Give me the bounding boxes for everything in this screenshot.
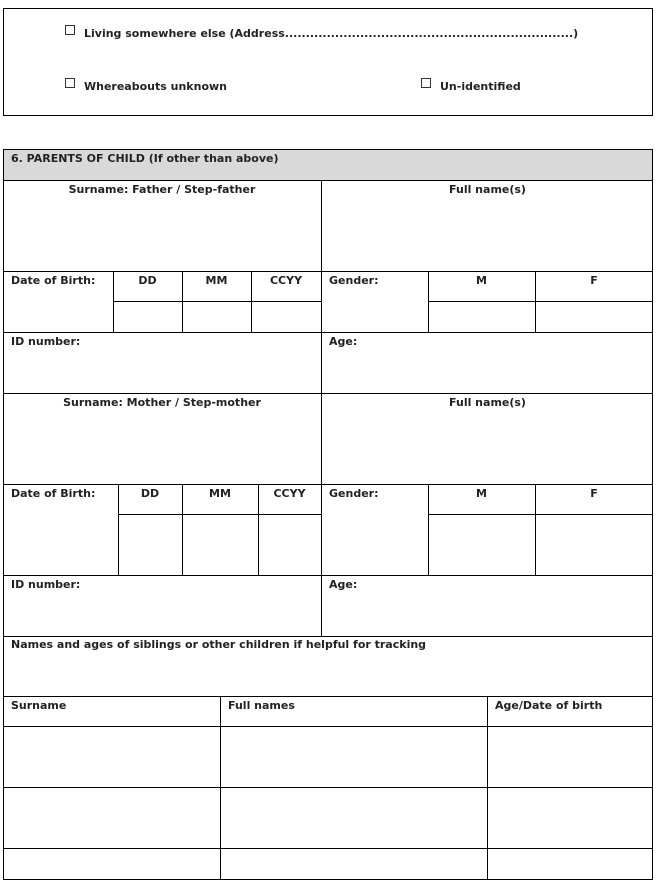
father-id-field[interactable]	[4, 349, 320, 392]
sibling-row-1-fullnames[interactable]	[221, 727, 486, 786]
father-dob-label: Date of Birth:	[11, 274, 96, 287]
father-surname-field[interactable]	[4, 197, 320, 270]
father-dd-label: DD	[138, 274, 157, 287]
checkbox-living-elsewhere[interactable]	[65, 25, 75, 35]
mother-fullname-field[interactable]	[323, 410, 652, 483]
father-gender-m-field[interactable]	[429, 302, 534, 331]
siblings-label: Names and ages of siblings or other children if helpful for tracking	[11, 638, 427, 651]
status-options-box	[3, 8, 653, 116]
sibling-row-1-surname[interactable]	[4, 727, 219, 786]
father-dd-field[interactable]	[114, 302, 181, 331]
father-ccyy-label: CCYY	[269, 274, 303, 287]
sibling-row-1-age[interactable]	[488, 727, 652, 786]
mother-ccyy-label: CCYY	[273, 487, 306, 500]
row-line	[3, 484, 653, 485]
row-line	[3, 393, 653, 394]
father-gender-f-label: F	[590, 274, 598, 287]
col-header-age-dob: Age/Date of birth	[495, 699, 603, 712]
label-living-elsewhere: Living somewhere else (Address.....................................................................)	[84, 27, 579, 40]
mother-id-field[interactable]	[4, 592, 320, 635]
sibling-row-2-age[interactable]	[488, 788, 652, 847]
mother-fullname-label: Full name(s)	[449, 396, 526, 409]
father-fullname-field[interactable]	[323, 197, 652, 270]
sibling-row-3-age[interactable]	[488, 849, 652, 879]
row-line	[3, 180, 653, 181]
father-surname-label: Surname: Father / Step-father	[68, 183, 256, 196]
mother-dd-field[interactable]	[119, 515, 181, 574]
father-mm-field[interactable]	[183, 302, 250, 331]
father-mm-label: MM	[205, 274, 228, 287]
siblings-notes-field[interactable]	[4, 652, 652, 695]
mother-dd-label: DD	[140, 487, 160, 500]
checkbox-whereabouts-unknown[interactable]	[65, 78, 75, 88]
row-line	[3, 575, 653, 576]
father-age-label: Age:	[329, 335, 358, 348]
father-fullname-label: Full name(s)	[449, 183, 526, 196]
mother-surname-label: Surname: Mother / Step-mother	[63, 396, 261, 409]
sibling-row-3-surname[interactable]	[4, 849, 219, 879]
mother-surname-field[interactable]	[4, 410, 320, 483]
mother-dob-label: Date of Birth:	[11, 487, 96, 500]
mother-gender-f-field[interactable]	[536, 515, 652, 574]
row-line	[3, 696, 653, 697]
father-ccyy-field[interactable]	[252, 302, 320, 331]
section-heading: 6. PARENTS OF CHILD (If other than above)	[11, 152, 279, 165]
mother-gender-f-label: F	[590, 487, 598, 500]
row-line	[3, 271, 653, 272]
mother-id-label: ID number:	[11, 578, 81, 591]
col-header-surname: Surname	[11, 699, 67, 712]
sibling-row-2-surname[interactable]	[4, 788, 219, 847]
mother-gender-label: Gender:	[329, 487, 379, 500]
father-age-field[interactable]	[323, 349, 652, 392]
mother-gender-m-label: M	[476, 487, 487, 500]
label-whereabouts-unknown: Whereabouts unknown	[84, 80, 227, 93]
mother-mm-field[interactable]	[183, 515, 257, 574]
father-gender-m-label: M	[476, 274, 487, 287]
father-gender-label: Gender:	[329, 274, 379, 287]
mother-ccyy-field[interactable]	[259, 515, 320, 574]
checkbox-unidentified[interactable]	[421, 78, 431, 88]
col-header-full-names: Full names	[228, 699, 295, 712]
mother-mm-label: MM	[209, 487, 231, 500]
mother-age-label: Age:	[329, 578, 358, 591]
mother-age-field[interactable]	[323, 592, 652, 635]
father-id-label: ID number:	[11, 335, 81, 348]
label-unidentified: Un-identified	[440, 80, 521, 93]
row-line	[3, 636, 653, 637]
sibling-row-2-fullnames[interactable]	[221, 788, 486, 847]
sibling-row-3-fullnames[interactable]	[221, 849, 486, 879]
mother-gender-m-field[interactable]	[429, 515, 534, 574]
row-line	[3, 332, 653, 333]
father-gender-f-field[interactable]	[536, 302, 652, 331]
